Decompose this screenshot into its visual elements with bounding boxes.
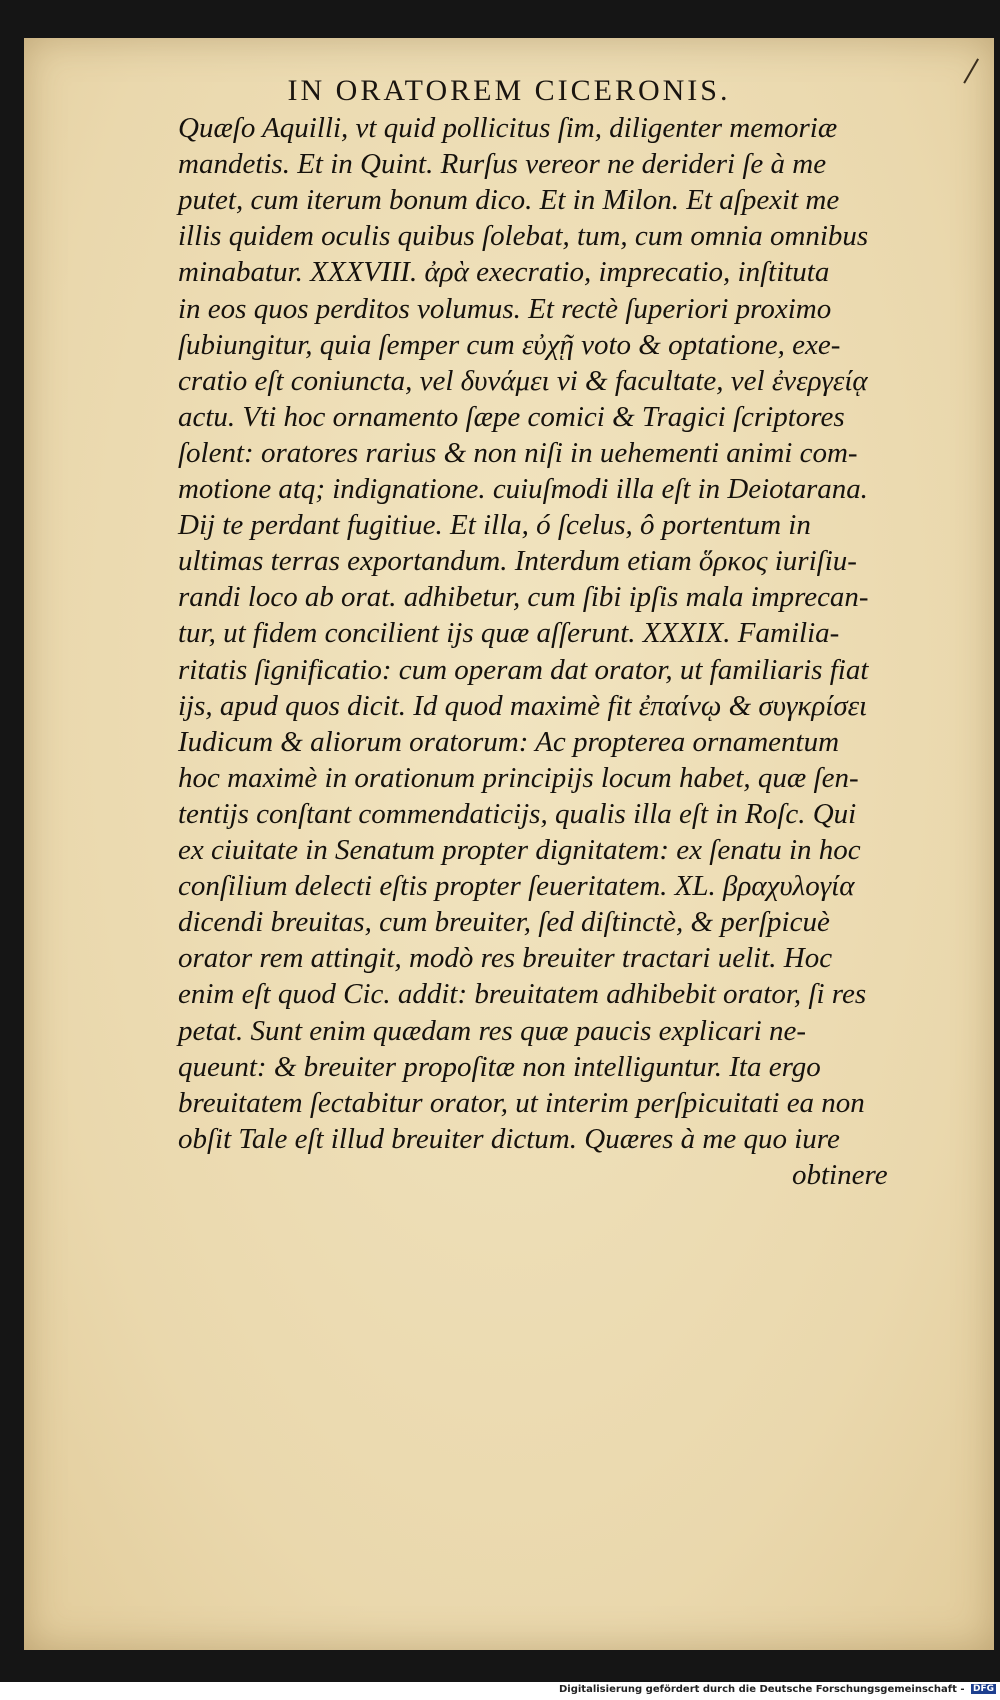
text-line: enim eſt quod Cic. addit: breuitatem adhibebit orator, ſi res [178,978,867,1011]
text-line: mandetis. Et in Quint. Rurſus vereor ne derideri ſe à me [178,148,827,181]
text-line: tur, ut fidem concilient ijs quæ aſſerunt. XXXIX. Familia- [178,617,840,650]
text-line: randi loco ab orat. adhibetur, cum ſibi ipſis mala imprecan- [178,581,869,614]
text-line: ritatis ſignificatio: cum operam dat orator, ut familiaris fiat [178,653,869,686]
credit-text: Digitalisierung gefördert durch die Deutsche Forschungsgemeinschaft - [558,1684,965,1695]
text-line: Dij te perdant fugitiue. Et illa, ó ſcelus, ô portentum in [178,509,811,542]
text-line: tentijs conſtant commendaticijs, qualis illa eſt in Roſc. Qui [178,797,857,830]
text-line: illis quidem oculis quibus ſolebat, tum, cum omnia omnibus [178,220,869,253]
text-line: dicendi breuitas, cum breuiter, ſed diſtinctè, & perſpicuè [178,906,830,939]
text-line: queunt: & breuiter propoſitæ non intelliguntur. Ita ergo [178,1050,821,1083]
book-page [24,38,994,1650]
text-line: ſolent: oratores rarius & non niſi in uehementi animi com- [178,436,858,469]
text-line: petat. Sunt enim quædam res quæ paucis explicari ne- [178,1014,806,1047]
text-line: ijs, apud quos dicit. Id quod maximè fit ἐπαίνῳ & συγκρίσει [178,689,868,722]
text-line: minabatur. XXXVIII. ἀρὰ execratio, imprecatio, inſtituta [178,256,830,289]
text-line: in eos quos perditos volumus. Et rectè ſuperiori proximo [178,292,832,325]
text-line: hoc maximè in orationum principijs locum habet, quæ ſen- [178,761,859,794]
running-header: IN ORATOREM CICERONIS. [287,74,731,107]
text-line: Iudicum & aliorum oratorum: Ac propterea ornamentum [178,725,840,758]
catchword: obtinere [792,1158,888,1191]
text-line: actu. Vti hoc ornamento ſæpe comici & Tragici ſcriptores [178,400,845,433]
text-line: breuitatem ſectabitur orator, ut interim perſpicuitati ea non [178,1086,865,1119]
text-line: motione atq; indignatione. cuiuſmodi illa eſt in Deiotarana. [178,473,868,505]
text-line: ſubiungitur, quia ſemper cum εὐχῇ voto & optatione, exe- [178,328,841,361]
text-line: putet, cum iterum bonum dico. Et in Milon. Et aſpexit me [178,184,840,217]
text-line: cratio eſt coniuncta, vel δυνάμει vi & facultate, vel ἐνεργείᾳ [178,364,868,397]
text-line: conſilium delecti eſtis propter ſeueritatem. XL. βραχυλογία [178,870,855,903]
text-line: Quæſo Aquilli, vt quid pollicitus ſim, diligenter memoriæ [178,112,838,144]
text-line: obſit Tale eſt illud breuiter dictum. Quæres à me quo iure [178,1122,840,1155]
dfg-logo: DFG [972,1684,994,1694]
text-line: ultimas terras exportandum. Interdum etiam ὅρκος iuriſiu- [178,545,857,578]
text-line: ex ciuitate in Senatum propter dignitatem: ex ſenatu in hoc [178,834,861,866]
text-line: orator rem attingit, modò res breuiter tractari uelit. Hoc [178,942,833,975]
digitization-credit [559,1684,996,1695]
